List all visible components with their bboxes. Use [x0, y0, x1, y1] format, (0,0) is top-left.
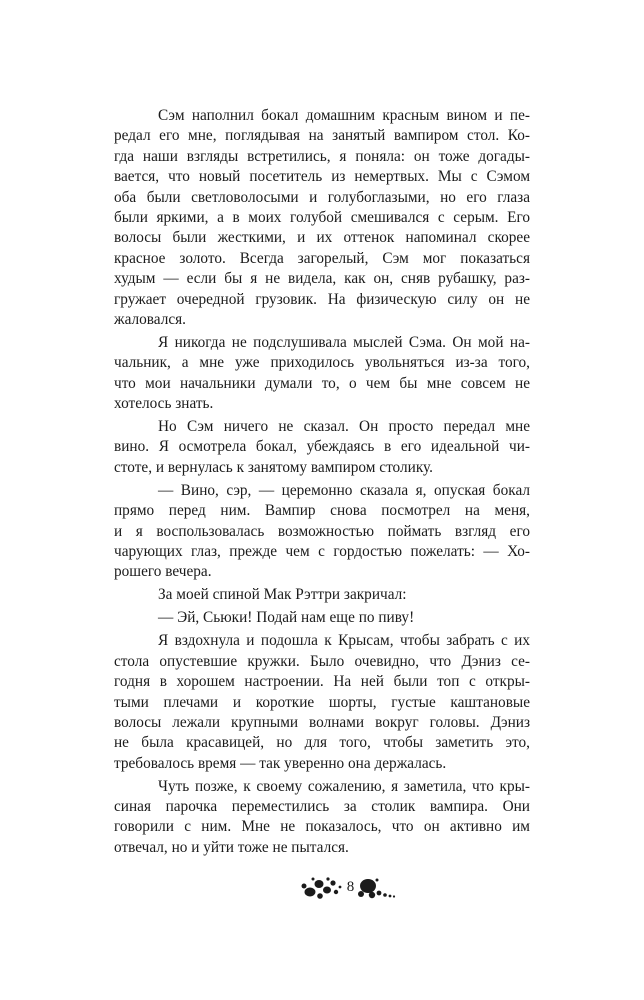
text-line: красное золото. Всегда загорелый, Сэм мог показаться	[114, 249, 530, 267]
text-line: вается, что новый посетитель из немертвых. Мы с Сэмом	[114, 168, 530, 186]
paragraph	[114, 777, 530, 859]
body-text	[114, 106, 530, 858]
text-line: — Эй, Сьюки! Подай нам еще по пиву!	[158, 609, 415, 627]
text-line: Но Сэм ничего не сказал. Он просто передал мне	[158, 418, 530, 436]
text-line: требовалось время — так уверенно она держалась.	[114, 754, 447, 772]
text-line: гружает очередной грузовик. На физическую силу он не	[114, 290, 530, 308]
text-line: стоте, и вернулась к занятому вампиром столику.	[114, 458, 433, 476]
paragraph	[114, 481, 530, 583]
text-line: Чуть позже, к своему сожалению, я заметила, что кры-	[158, 777, 530, 795]
text-line: что мои начальники думали то, о чем бы мне совсем не	[114, 374, 530, 392]
paragraph	[114, 106, 530, 330]
text-line: хотелось знать.	[114, 395, 214, 413]
paragraph	[114, 608, 530, 628]
text-line: и я воспользовалась возможностью поймать взгляд его	[114, 522, 530, 540]
text-line: жаловался.	[114, 310, 187, 328]
text-line: чарующих глаз, прежде чем с гордостью пожелать: — Хо-	[114, 542, 530, 560]
text-line: стола опустевшие кружки. Было очевидно, что Дэниз се-	[114, 652, 530, 670]
text-line: синая парочка переместились за столик вампира. Они	[114, 798, 530, 816]
ink-splotch-left-icon	[300, 875, 344, 901]
text-line: говорили с ним. Мне не показалось, что он активно им	[114, 818, 530, 836]
ink-splotch-right-icon	[356, 875, 400, 901]
text-line: Я никогда не подслушивала мыслей Сэма. Он мой на-	[158, 333, 530, 351]
text-line: — Вино, сэр, — церемонно сказала я, опуская бокал	[158, 481, 530, 499]
text-line: Я вздохнула и подошла к Крысам, чтобы забрать с их	[158, 632, 530, 650]
text-line: отвечал, но и уйти тоже не пытался.	[114, 838, 349, 856]
text-line: гда наши взгляды встретились, я поняла: он тоже догады-	[114, 147, 530, 165]
text-line: чальник, а мне уже приходилось увольняться из-за того,	[114, 354, 530, 372]
paragraph	[114, 631, 530, 774]
text-line: не была красавицей, но для того, чтобы заметить это,	[114, 734, 530, 752]
text-line: прямо перед ним. Вампир снова посмотрел на меня,	[114, 502, 530, 520]
text-line: рошего вечера.	[114, 563, 212, 581]
paragraph	[114, 417, 530, 478]
paragraph	[114, 333, 530, 415]
text-line: Сэм наполнил бокал домашним красным вином и пе-	[158, 107, 530, 124]
text-line: редал его мне, поглядывая на занятый вампиром стол. Ко-	[114, 127, 530, 145]
page-number: 8	[346, 879, 355, 895]
text-line: годня в хорошем настроении. На ней были топ с откры-	[114, 673, 530, 691]
text-line: тыми плечами и короткие шорты, густые каштановые	[114, 693, 530, 711]
text-line: вино. Я осмотрела бокал, убеждаясь в его идеальной чи-	[114, 438, 530, 456]
text-line: были яркими, а в моих голубой смешивался с серым. Его	[114, 208, 530, 226]
paragraph	[114, 585, 530, 605]
text-line: оба были светловолосыми и голубоглазыми, но его глаза	[114, 188, 530, 206]
text-line: волосы лежали крупными волнами вокруг головы. Дэниз	[114, 713, 530, 731]
text-line: худым — если бы я не видела, как он, сняв рубашку, раз-	[114, 270, 530, 288]
text-line: волосы были жесткими, и их оттенок напоминал скорее	[114, 229, 530, 247]
page-footer	[0, 872, 644, 902]
text-line: За моей спиной Мак Рэттри закричал:	[158, 586, 407, 604]
